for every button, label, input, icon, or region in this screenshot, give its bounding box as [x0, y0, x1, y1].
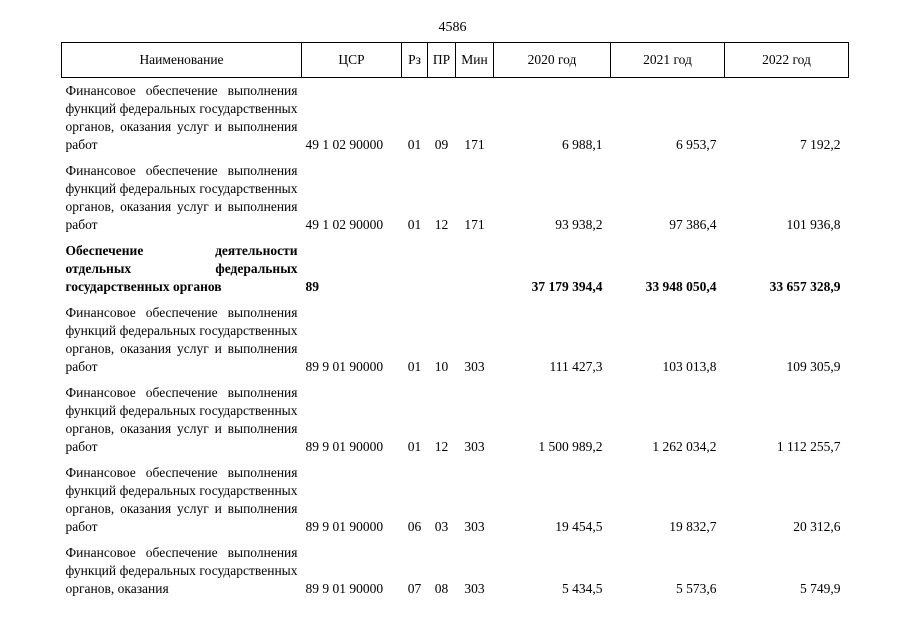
row-2020: 19 454,5	[555, 519, 603, 534]
row-pr: 03	[434, 519, 449, 534]
row-rz: 06	[407, 519, 422, 534]
row-min: 171	[464, 137, 485, 152]
row-2021: 1 262 034,2	[652, 439, 717, 454]
row-min	[456, 234, 494, 296]
row-2022: 1 112 255,7	[776, 439, 841, 454]
header-name: Наименование	[62, 43, 302, 78]
row-2020: 5 434,5	[562, 581, 603, 596]
table-row	[62, 376, 849, 456]
header-2022: 2022 год	[725, 43, 849, 78]
row-rz: 01	[407, 217, 422, 232]
row-pr: 12	[434, 217, 449, 232]
table-row-section	[62, 234, 849, 296]
header-2020: 2020 год	[494, 43, 611, 78]
row-csr: 89 9 01 90000	[305, 439, 384, 454]
row-min: 303	[464, 359, 485, 374]
row-2021: 103 013,8	[662, 359, 717, 374]
row-name: Финансовое обеспечение выполнения функций федеральных государственных органов, оказания услуг и выполнения работ	[65, 163, 298, 232]
row-2021: 5 573,6	[676, 581, 717, 596]
row-min: 303	[464, 519, 485, 534]
row-pr: 10	[434, 359, 449, 374]
row-2022: 5 749,9	[800, 581, 841, 596]
header-pr: ПР	[428, 43, 456, 78]
row-csr: 49 1 02 90000	[305, 217, 384, 232]
table-row	[62, 456, 849, 536]
header-min: Мин	[456, 43, 494, 78]
row-2020: 111 427,3	[549, 359, 603, 374]
table-row	[62, 78, 849, 155]
row-rz: 07	[407, 581, 422, 596]
row-rz	[402, 234, 428, 296]
row-rz: 01	[407, 137, 422, 152]
row-pr: 12	[434, 439, 449, 454]
row-rz: 01	[407, 359, 422, 374]
row-name: Финансовое обеспечение выполнения функций федеральных государственных органов, оказания услуг и выполнения работ	[65, 465, 298, 534]
row-2022: 109 305,9	[786, 359, 841, 374]
table-row	[62, 536, 849, 598]
row-name: Финансовое обеспечение выполнения функций федеральных государственных органов, оказания услуг и выполнения работ	[65, 83, 298, 152]
row-min: 303	[464, 439, 485, 454]
row-min: 303	[464, 581, 485, 596]
table-row	[62, 154, 849, 234]
row-pr: 08	[434, 581, 449, 596]
header-csr: ЦСР	[302, 43, 402, 78]
row-name: Финансовое обеспечение выполнения функций федеральных государственных органов, оказания	[65, 545, 298, 596]
page-number: 4586	[438, 20, 467, 35]
header-rz: Рз	[402, 43, 428, 78]
row-csr: 89 9 01 90000	[305, 359, 384, 374]
row-2020: 37 179 394,4	[531, 279, 603, 294]
row-csr: 89	[305, 279, 319, 294]
row-2022: 101 936,8	[786, 217, 841, 232]
row-name: Финансовое обеспечение выполнения функций федеральных государственных органов, оказания услуг и выполнения работ	[65, 385, 298, 454]
row-csr: 89 9 01 90000	[305, 519, 384, 534]
row-csr: 89 9 01 90000	[305, 581, 384, 596]
row-name: Обеспечение деятельности отдельных федеральных государственных органов	[65, 243, 298, 294]
row-pr: 09	[434, 137, 449, 152]
row-name: Финансовое обеспечение выполнения функций федеральных государственных органов, оказания услуг и выполнения работ	[65, 305, 298, 374]
header-2021: 2021 год	[611, 43, 725, 78]
row-2020: 6 988,1	[562, 137, 603, 152]
row-2022: 20 312,6	[793, 519, 841, 534]
row-2020: 1 500 989,2	[538, 439, 603, 454]
row-2021: 6 953,7	[676, 137, 717, 152]
row-rz: 01	[407, 439, 422, 454]
row-2021: 19 832,7	[669, 519, 717, 534]
row-2021: 97 386,4	[669, 217, 717, 232]
row-min: 171	[464, 217, 485, 232]
budget-table	[61, 42, 849, 598]
row-csr: 49 1 02 90000	[305, 137, 384, 152]
table-row	[62, 296, 849, 376]
row-2021: 33 948 050,4	[645, 279, 717, 294]
table-header-row	[62, 43, 849, 78]
row-2022: 7 192,2	[800, 137, 841, 152]
row-pr	[428, 234, 456, 296]
row-2022: 33 657 328,9	[769, 279, 841, 294]
row-2020: 93 938,2	[555, 217, 603, 232]
